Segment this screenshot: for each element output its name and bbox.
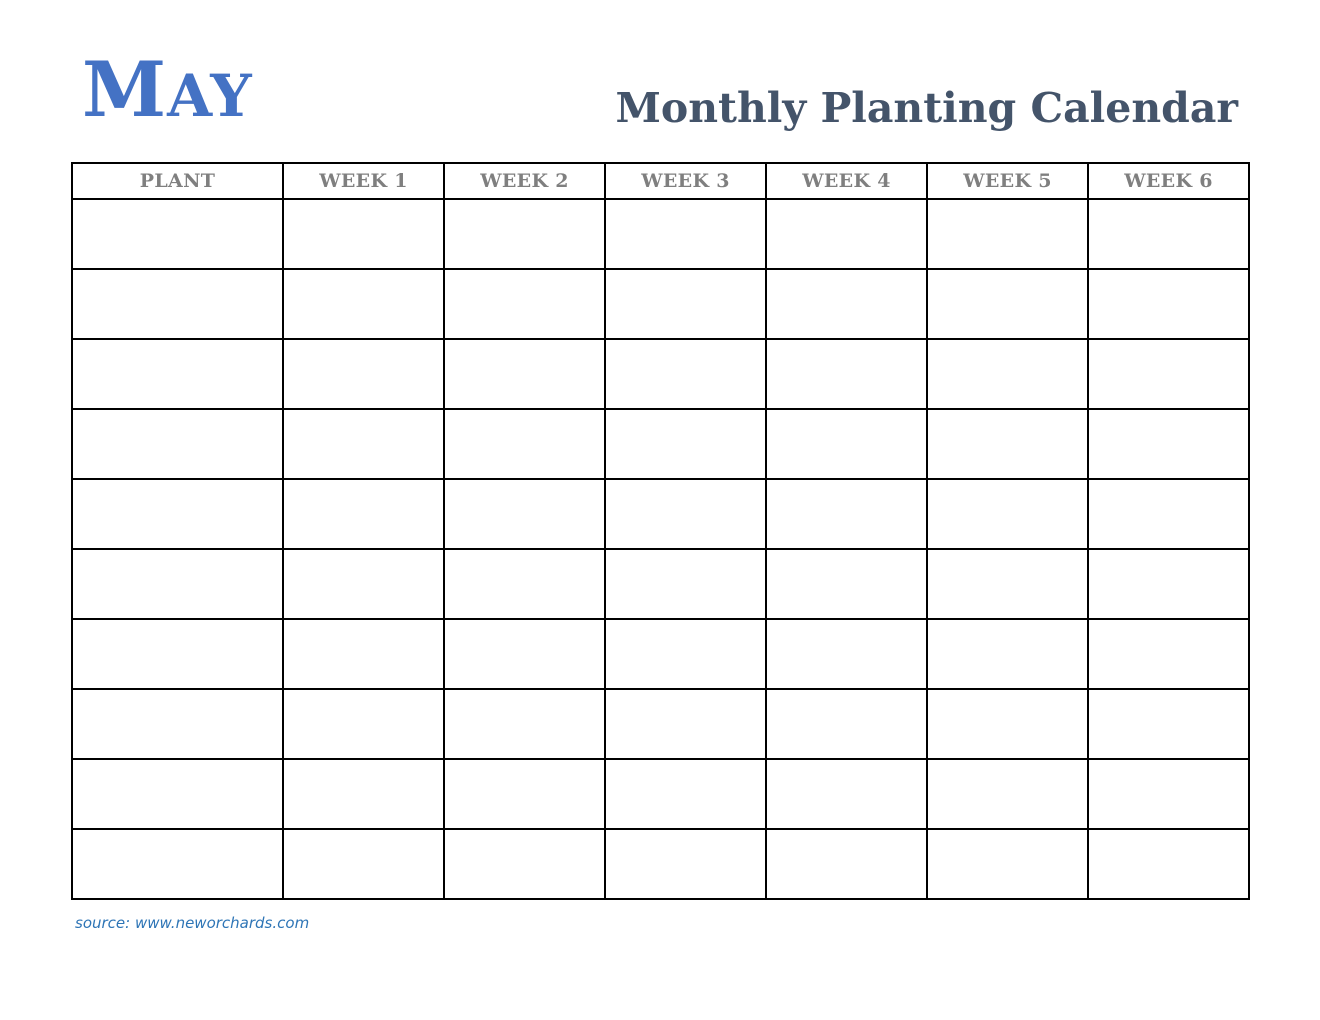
plant-cell[interactable] (72, 479, 283, 549)
plant-cell[interactable] (72, 829, 283, 899)
week-cell[interactable] (444, 269, 605, 339)
week-cell[interactable] (766, 409, 927, 479)
week-cell[interactable] (766, 199, 927, 269)
plant-cell[interactable] (72, 759, 283, 829)
week-cell[interactable] (605, 409, 766, 479)
week-cell[interactable] (1088, 619, 1249, 689)
week-cell[interactable] (1088, 759, 1249, 829)
week-cell[interactable] (605, 619, 766, 689)
week-cell[interactable] (766, 689, 927, 759)
column-header-week-3: WEEK 3 (605, 163, 766, 199)
week-cell[interactable] (605, 339, 766, 409)
week-cell[interactable] (605, 479, 766, 549)
week-cell[interactable] (283, 689, 444, 759)
plant-cell[interactable] (72, 689, 283, 759)
week-cell[interactable] (766, 339, 927, 409)
plant-cell[interactable] (72, 269, 283, 339)
table-row (72, 759, 1249, 829)
month-title-rest: AY (167, 62, 253, 130)
week-cell[interactable] (444, 409, 605, 479)
week-cell[interactable] (927, 409, 1088, 479)
table-body (72, 199, 1249, 899)
week-cell[interactable] (444, 339, 605, 409)
week-cell[interactable] (444, 689, 605, 759)
column-header-week-5: WEEK 5 (927, 163, 1088, 199)
plant-cell[interactable] (72, 409, 283, 479)
table-row (72, 619, 1249, 689)
month-title (82, 45, 253, 134)
week-cell[interactable] (1088, 549, 1249, 619)
week-cell[interactable] (927, 549, 1088, 619)
week-cell[interactable] (283, 549, 444, 619)
table-row (72, 689, 1249, 759)
table-row (72, 199, 1249, 269)
week-cell[interactable] (605, 759, 766, 829)
table-row (72, 269, 1249, 339)
week-cell[interactable] (766, 479, 927, 549)
column-header-week-4: WEEK 4 (766, 163, 927, 199)
week-cell[interactable] (927, 199, 1088, 269)
week-cell[interactable] (283, 479, 444, 549)
week-cell[interactable] (283, 409, 444, 479)
week-cell[interactable] (605, 689, 766, 759)
week-cell[interactable] (1088, 269, 1249, 339)
week-cell[interactable] (605, 199, 766, 269)
week-cell[interactable] (927, 479, 1088, 549)
week-cell[interactable] (766, 619, 927, 689)
week-cell[interactable] (605, 269, 766, 339)
table-row (72, 829, 1249, 899)
plant-cell[interactable] (72, 199, 283, 269)
week-cell[interactable] (766, 269, 927, 339)
week-cell[interactable] (444, 549, 605, 619)
week-cell[interactable] (1088, 689, 1249, 759)
table-row (72, 409, 1249, 479)
week-cell[interactable] (605, 829, 766, 899)
source-credit: source: www.neworchards.com (75, 914, 310, 932)
week-cell[interactable] (444, 759, 605, 829)
table-row (72, 479, 1249, 549)
planting-calendar-table (71, 162, 1250, 900)
table-row (72, 339, 1249, 409)
week-cell[interactable] (927, 689, 1088, 759)
week-cell[interactable] (1088, 199, 1249, 269)
plant-cell[interactable] (72, 339, 283, 409)
table-row (72, 549, 1249, 619)
week-cell[interactable] (283, 269, 444, 339)
column-header-plant: PLANT (72, 163, 283, 199)
week-cell[interactable] (927, 619, 1088, 689)
week-cell[interactable] (444, 619, 605, 689)
plant-cell[interactable] (72, 619, 283, 689)
week-cell[interactable] (444, 829, 605, 899)
table-header-row (72, 163, 1249, 199)
week-cell[interactable] (766, 549, 927, 619)
week-cell[interactable] (766, 759, 927, 829)
week-cell[interactable] (1088, 479, 1249, 549)
week-cell[interactable] (927, 339, 1088, 409)
week-cell[interactable] (766, 829, 927, 899)
column-header-week-1: WEEK 1 (283, 163, 444, 199)
week-cell[interactable] (283, 199, 444, 269)
week-cell[interactable] (444, 199, 605, 269)
plant-cell[interactable] (72, 549, 283, 619)
calendar-title: Monthly Planting Calendar (615, 84, 1238, 132)
week-cell[interactable] (927, 829, 1088, 899)
week-cell[interactable] (283, 829, 444, 899)
month-title-initial: M (82, 45, 168, 134)
week-cell[interactable] (1088, 409, 1249, 479)
week-cell[interactable] (927, 269, 1088, 339)
week-cell[interactable] (444, 479, 605, 549)
week-cell[interactable] (283, 619, 444, 689)
week-cell[interactable] (605, 549, 766, 619)
week-cell[interactable] (1088, 829, 1249, 899)
column-header-week-6: WEEK 6 (1088, 163, 1249, 199)
week-cell[interactable] (927, 759, 1088, 829)
week-cell[interactable] (283, 759, 444, 829)
column-header-week-2: WEEK 2 (444, 163, 605, 199)
week-cell[interactable] (1088, 339, 1249, 409)
week-cell[interactable] (283, 339, 444, 409)
